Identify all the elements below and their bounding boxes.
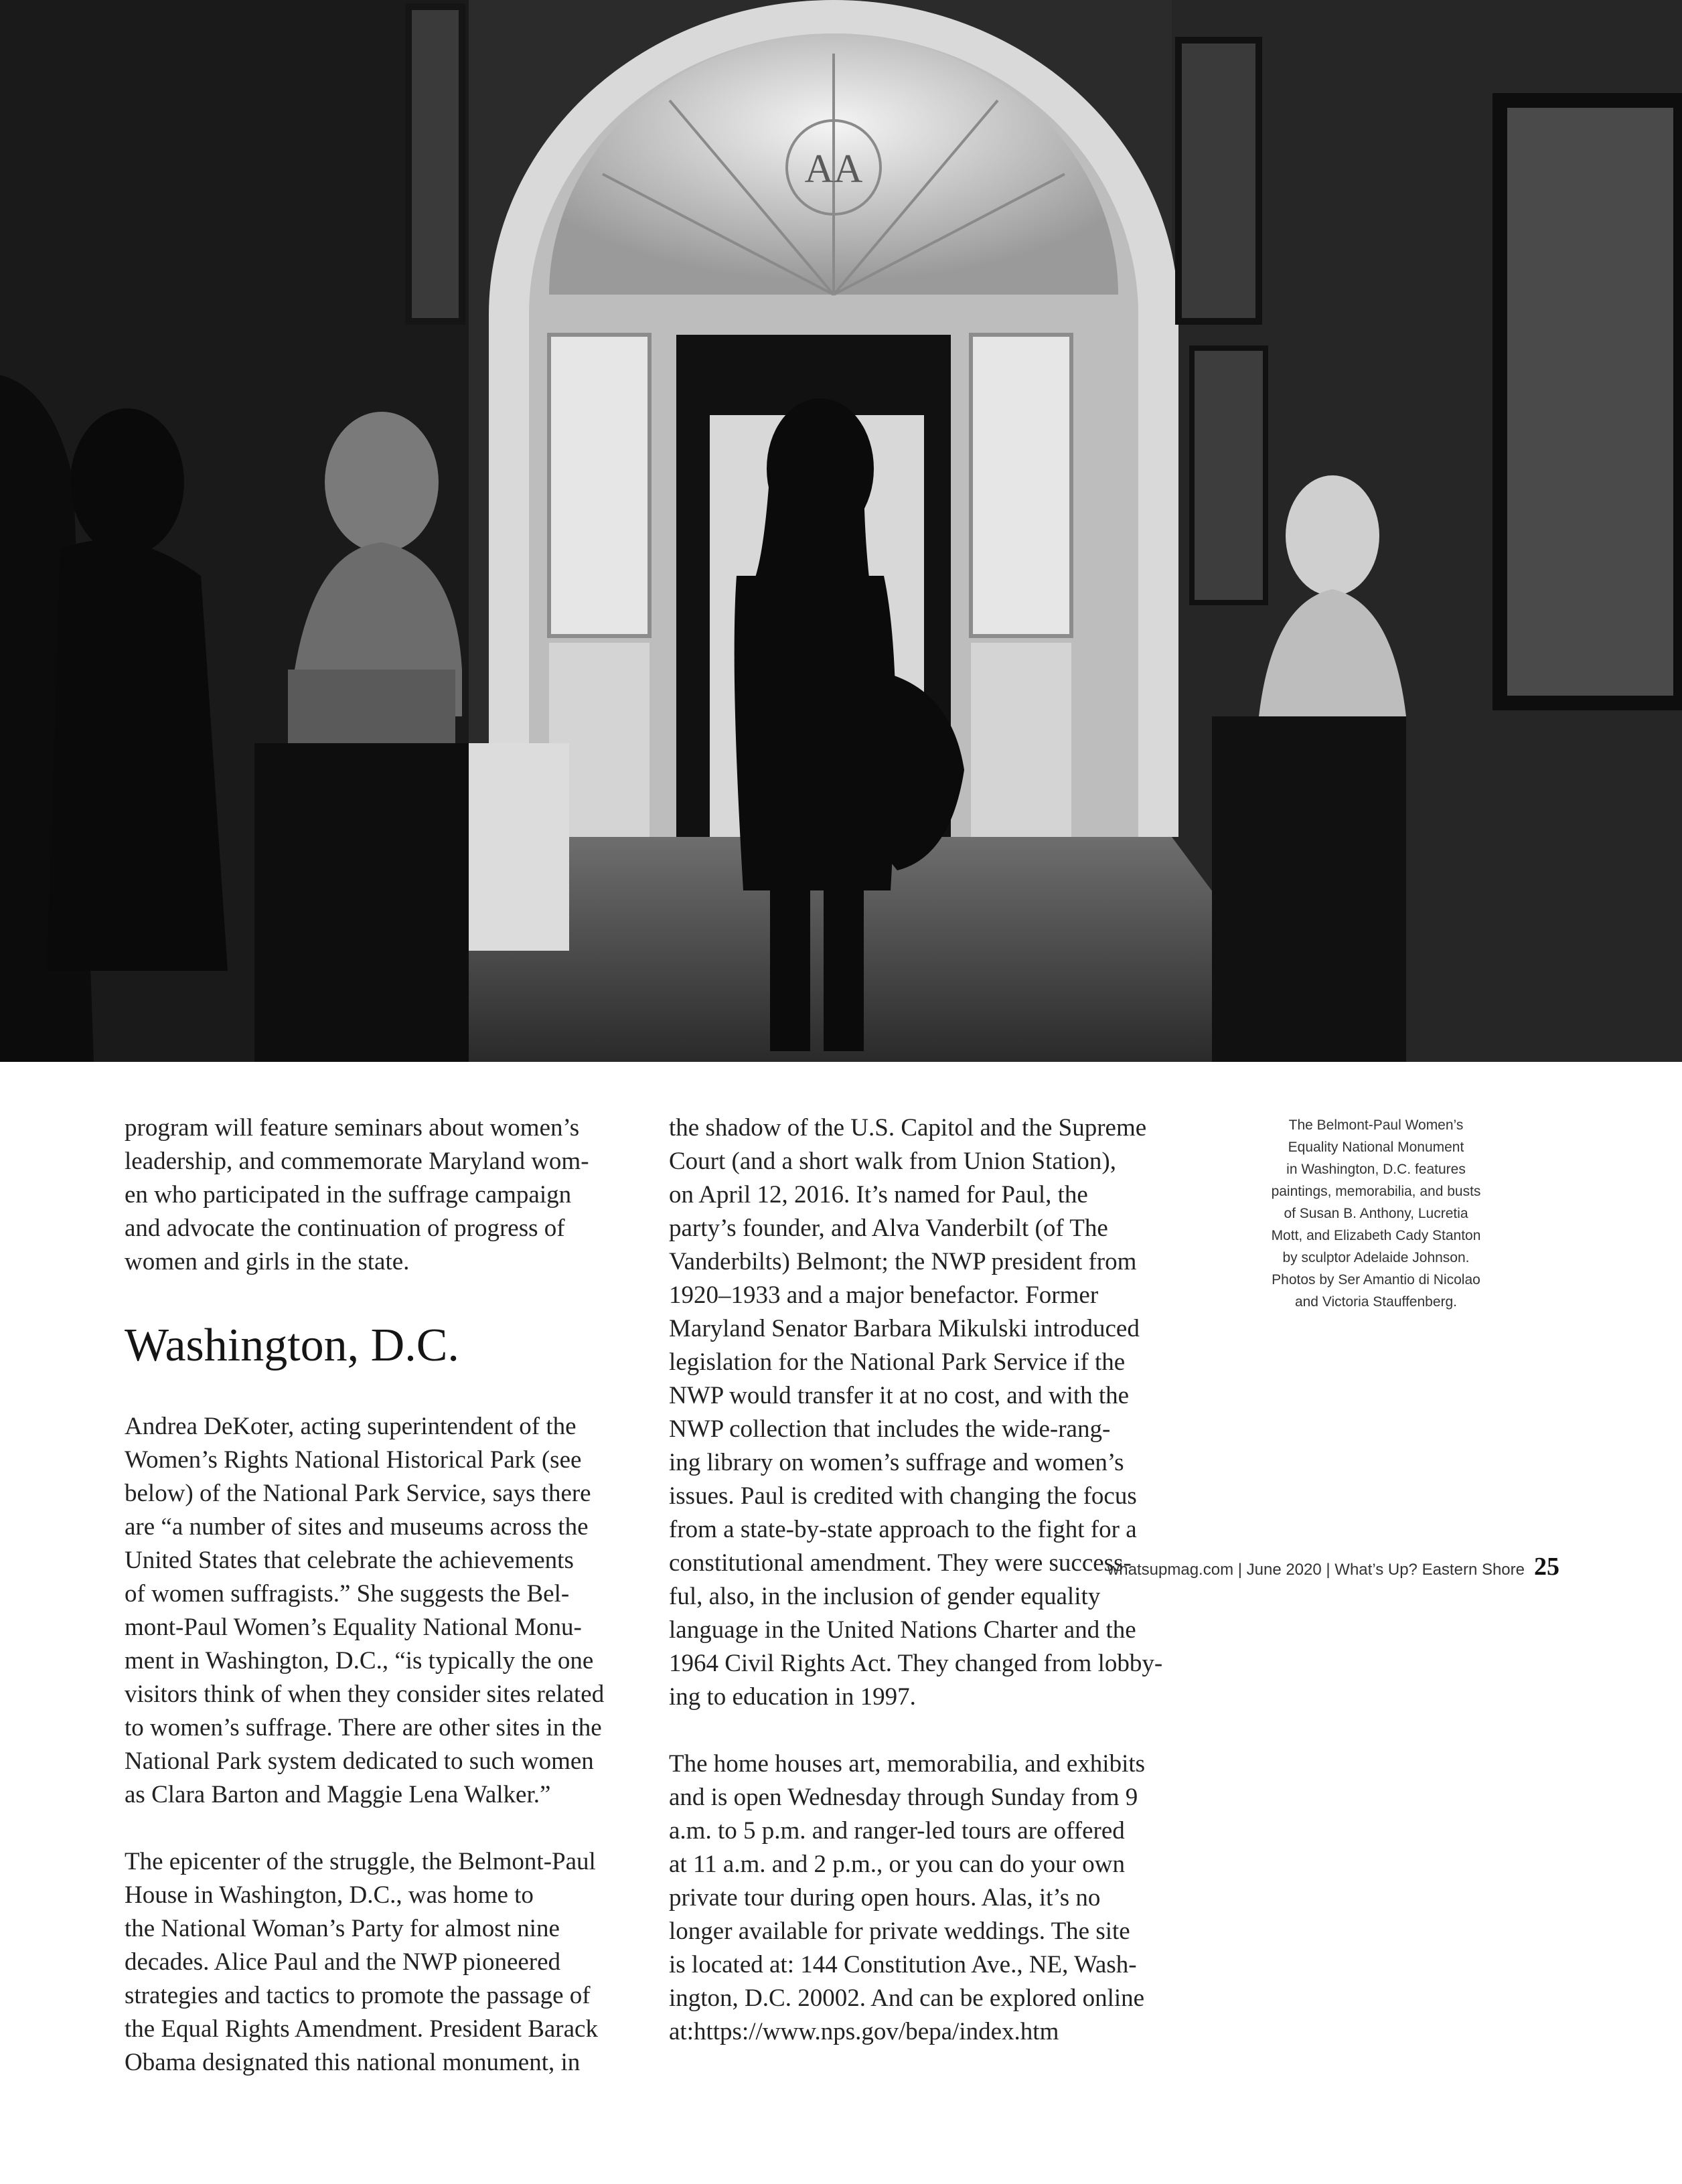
intro-paragraph: program will feature seminars about women’s leadership, and commemorate Maryland wom- en who participated in the suffrage campaign and advocate the continuation of progress of women and girls in the state. <box>125 1114 589 1275</box>
fanlight-monogram: AA <box>804 147 863 191</box>
hallway-illustration <box>0 0 1682 1062</box>
radiator <box>469 743 569 951</box>
right-sidelight <box>971 335 1071 636</box>
page-footer <box>1107 1552 1559 1592</box>
left-bust-head <box>325 412 439 552</box>
visiting-info-paragraph: The home houses art, memorabilia, and exhibits and is open Wednesday through Sunday from 9 a.m. to 5 p.m. and ranger-led tours are offered at 11 a.m. and 2 p.m., or you can do your own private tour during open hours. Alas, it’s no longer available for private weddings. The site is located at: 144 Constitution Ave., NE, Wash- ington, D.C. 20002. And can be explored online at:https://www.nps.gov/bepa/index.htm <box>669 1750 1146 2045</box>
section-heading: Washington, D.C. <box>125 1320 459 1371</box>
dekoter-paragraph: Andrea DeKoter, acting superintendent of the Women’s Rights National Historical Park (see below) of the National Park Service, says there are “a number of sites and museums across the United States that celebrate the achievements of women suffragists.” She suggests the Bel- mont-Paul Women’s Equality National Monu- ment in Washington, D.C., “is typically the one visitors think of when they consider sites related to women’s suffrage. There are other sites in the National Park system dedicated to such women as Clara Barton and Maggie Lena Walker.” <box>125 1413 605 1808</box>
left-pedestal <box>254 743 469 1062</box>
right-pedestal <box>1212 716 1406 1062</box>
left-painting <box>408 7 462 321</box>
epicenter-paragraph: The epicenter of the struggle, the Belmont-Paul House in Washington, D.C., was home to the National Woman’s Party for almost nine decades. Alice Paul and the NWP pioneered strategies and tactics to promote the passage of the Equal Rights Amendment. President Barack Obama designated this national monument, in <box>125 1848 598 2076</box>
left-sidelight <box>549 335 649 636</box>
capitol-paragraph: the shadow of the U.S. Capitol and the Supreme Court (and a short walk from Union Station), on April 12, 2016. It’s named for Paul, the party’s founder, and Alva Vanderbilt (of The Vanderbilts) Belmont; the NWP president from 1920–1933 and a major benefactor. Former Maryland Senator Barbara Mikulski introduced legislation for the National Park Service if the NWP would transfer it at no cost, and with the NWP collection that includes the wide-rang- ing library on women’s suffrage and women’s issues. Paul is credited with changing the focus from a state-by-state approach to the fight for a constitutional amendment. They were success- ful, also, in the inclusion of gender equality language in the United Nations Charter and the 1964 Civil Rights Act. They changed from lobby- ing to education in 1997. <box>669 1114 1163 1711</box>
right-painting-large <box>1500 100 1681 703</box>
photo-caption: The Belmont-Paul Women’s Equality National Monument in Washington, D.C. features paintings, memorabilia, and busts of Susan B. Anthony, Lucretia Mott, and Elizabeth Cady Stanton by sculptor Adelaide Johnson. Photos by Ser Amantio di Nicolao and Victoria Stauffenberg. <box>1271 1117 1481 1310</box>
page-number: 25 <box>1534 1553 1559 1581</box>
hallway-photo <box>0 0 1682 1062</box>
article-column-1 <box>125 1111 660 2080</box>
right-bust-head <box>1286 475 1379 596</box>
right-painting-small <box>1178 40 1259 321</box>
footer-publication-line: whatsupmag.com | June 2020 | What’s Up? Eastern Shore <box>1107 1561 1525 1579</box>
